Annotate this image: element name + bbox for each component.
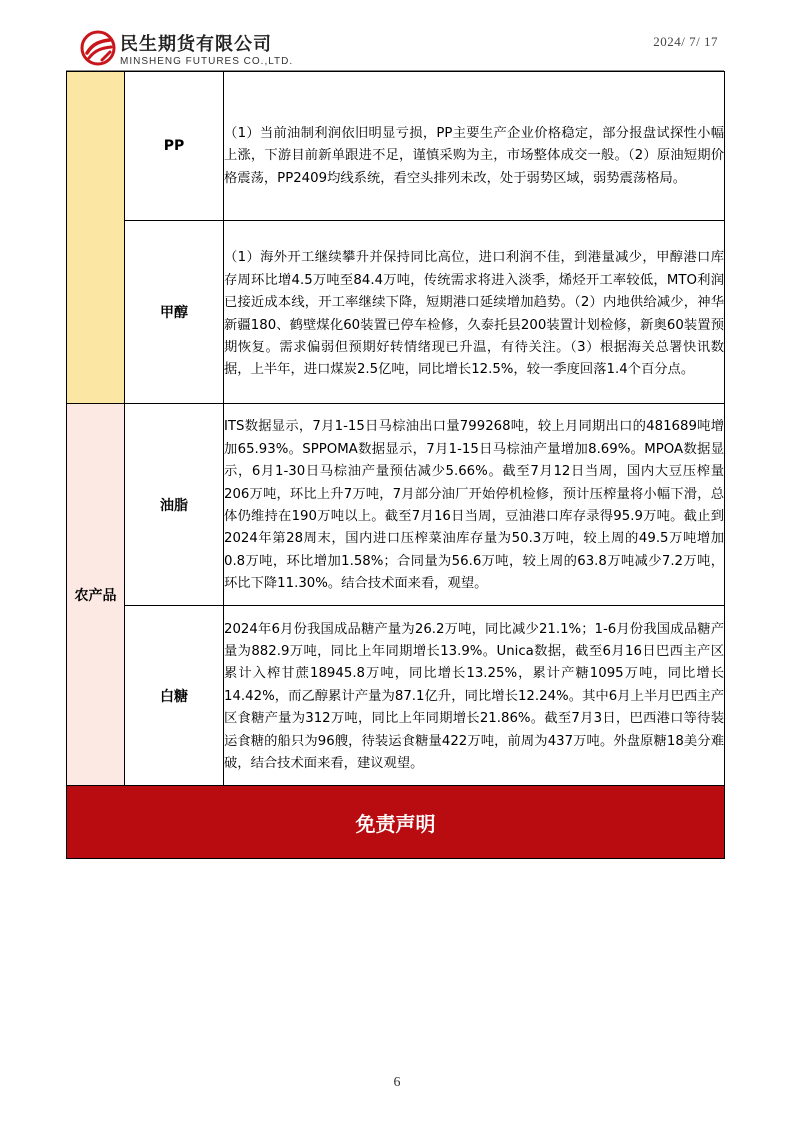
table-row — [67, 72, 725, 221]
category-cell-agri: 农产品 — [67, 404, 125, 786]
category-cell-chem — [67, 72, 125, 404]
commodity-table — [66, 71, 725, 859]
page-header — [0, 0, 794, 72]
commodity-name: 油脂 — [125, 404, 224, 606]
commodity-commentary: 2024年6月份我国成品糖产量为26.2万吨，同比减少21.1%；1-6月份我国成品糖产量为882.9万吨，同比上年同期增长13.9%。Unica数据，截至6月16日巴西主产区累计入榨甘蔗18945.8万吨，同比增长13.25%，累计产糖1095万吨，同比增长14.42%，而乙醇累计产量为87.1亿升，同比增长12.24%。其中6月上半月巴西主产区食糖产量为312万吨，同比上年同期增长21.86%。截至7月3日，巴西港口等待装运食糖的船只为96艘，待装运食糖量422万吨，前周为437万吨。外盘原糖18美分难破，结合技术面来看，建议观望。 — [224, 606, 725, 786]
company-name-en: MINSHENG FUTURES CO.,LTD. — [120, 56, 294, 67]
commodity-commentary: ITS数据显示，7月1-15日马棕油出口量799268吨，较上月同期出口的481689吨增加65.93%。SPPOMA数据显示，7月1-15日马棕油产量增加8.69%。MPOA数据显示，6月1-30日马棕油产量预估减少5.66%。截至7月12日当周，国内大豆压榨量206万吨，环比上升7万吨，7月部分油厂开始停机检修，预计压榨量将小幅下滑，总体仍维持在190万吨以上。截至7月16日当周，豆油港口库存录得95.9万吨。截止到2024年第28周末，国内进口压榨菜油库存量为50.3万吨，较上周的49.5万吨增加0.8万吨，环比增加1.58%；合同量为56.6万吨，较上周的63.8万吨减少7.2万吨，环比下降11.30%。结合技术面来看，观望。 — [224, 404, 725, 606]
commodity-name: 白糖 — [125, 606, 224, 786]
commodity-commentary: （1）海外开工继续攀升并保持同比高位，进口利润不佳，到港量减少，甲醇港口库存周环比增4.5万吨至84.4万吨，传统需求将进入淡季，烯烃开工率较低，MTO利润已接近成本线，开工率继续下降，短期港口延续增加趋势。（2）内地供给减少，神华新疆180、鹤壁煤化60装置已停车检修，久泰托县200装置计划检修，新奥60装置预期恢复。需求偏弱但预期好转情绪现已升温，有待关注。（3）根据海关总署快讯数据，上半年，进口煤炭2.5亿吨，同比增长12.5%，较一季度回落1.4个百分点。 — [224, 221, 725, 404]
minsheng-logo-icon — [80, 30, 116, 66]
table-row — [67, 404, 725, 606]
company-name-cn: 民生期货有限公司 — [120, 34, 272, 55]
page-number: 6 — [393, 1075, 401, 1090]
disclaimer-row — [67, 786, 725, 859]
report-date: 2024/ 7/ 17 — [653, 34, 718, 49]
commodity-name: PP — [125, 72, 224, 221]
table-row — [67, 606, 725, 786]
disclaimer-heading: 免责声明 — [67, 786, 725, 859]
commodity-commentary: （1）当前油制利润依旧明显亏损，PP主要生产企业价格稳定，部分报盘试探性小幅上涨，下游目前新单跟进不足，谨慎采购为主，市场整体成交一般。（2）原油短期价格震荡，PP2409均线系统，看空头排列未改，处于弱势区域，弱势震荡格局。 — [224, 72, 725, 221]
commodity-name: 甲醇 — [125, 221, 224, 404]
table-row — [67, 221, 725, 404]
